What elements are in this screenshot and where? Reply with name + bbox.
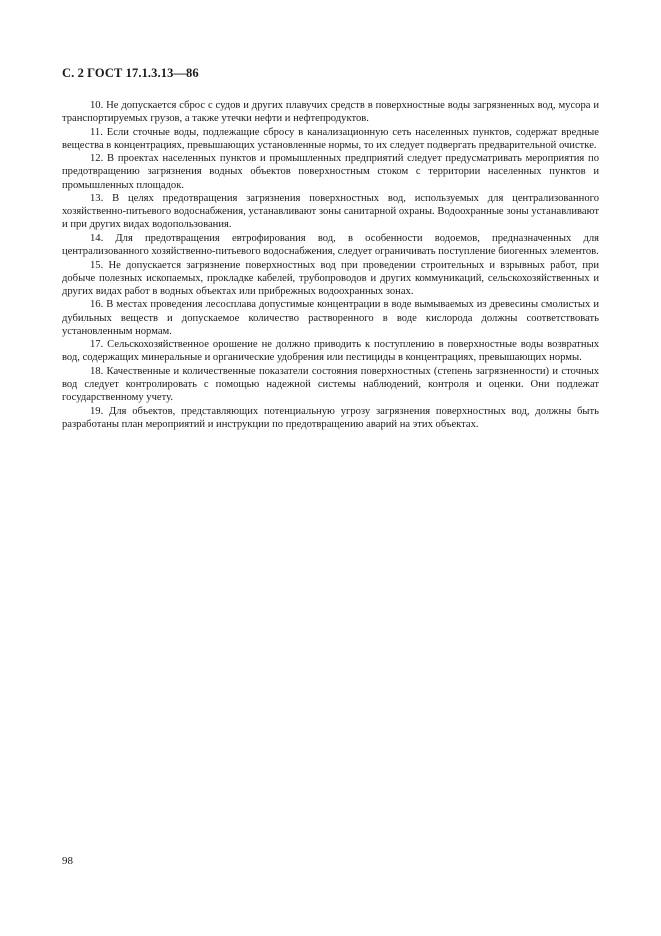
paragraph-12: 12. В проектах населенных пунктов и промышленных предприятий следует предусматривать мероприятия по предотвращению загрязнения водных объектов поверхностным стоком с территории населенных пунктов и промышленных площадок. (62, 153, 599, 191)
paragraph-17: 17. Сельскохозяйственное орошение не должно приводить к поступлению в поверхностные воды возвратных вод, содержащих минеральные и органические удобрения или пестициды в концентрациях, превышающих нормы. (62, 339, 599, 364)
paragraph-18: 18. Качественные и количественные показатели состояния поверхностных (степень загрязненности) и сточных вод следует контролировать с помощью надежной системы наблюдений, контроля и оценки. Они подлежат государственному учету. (62, 365, 599, 404)
paragraph-14: 14. Для предотвращения евтрофирования вод, в особенности водоемов, предназначенных для централизованного хозяйственно-питьевого водоснабжения, следует ограничивать поступление биогенных элементов. (62, 232, 599, 258)
paragraph-11: 11. Если сточные воды, подлежащие сбросу в канализационную сеть населенных пунктов, содержат вредные вещества в концентрациях, превышающих установленные нормы, то их следует подвергать предварительной очистке. (62, 126, 599, 151)
paragraph-10: 10. Не допускается сброс с судов и других плавучих средств в поверхностные воды загрязненных вод, мусора и транспортируемых грузов, а также утечки нефти и нефтепродуктов. (62, 100, 599, 125)
paragraph-13: 13. В целях предотвращения загрязнения поверхностных вод, используемых для централизованного хозяйственно-питьевого водоснабжения, устанавливают зоны санитарной охраны. Водоохранные зоны устанавливают и при других видах водопользования. (62, 193, 599, 231)
paragraph-19: 19. Для объектов, представляющих потенциальную угрозу загрязнения поверхностных вод, должны быть разработаны план мероприятий и инструкции по предотвращению аварий на этих объектах. (62, 405, 599, 430)
paragraph-15: 15. Не допускается загрязнение поверхностных вод при проведении строительных и взрывных работ, при добыче полезных ископаемых, прокладке кабелей, трубопроводов и других коммуникаций, сельскохозяйственных и других видах работ в водных объектах или прибрежных водоохранных зонах. (62, 259, 599, 297)
page-header: С. 2 ГОСТ 17.1.3.13—86 (62, 66, 199, 80)
document-body (62, 99, 599, 431)
paragraph-16: 16. В местах проведения лесосплава допустимые концентрации в воде вымываемых из древесины смолистых и дубильных веществ и допускаемое количество растворенного в воде кислорода должны соответствовать установленным нормам. (62, 299, 599, 337)
page-number: 98 (62, 855, 73, 867)
